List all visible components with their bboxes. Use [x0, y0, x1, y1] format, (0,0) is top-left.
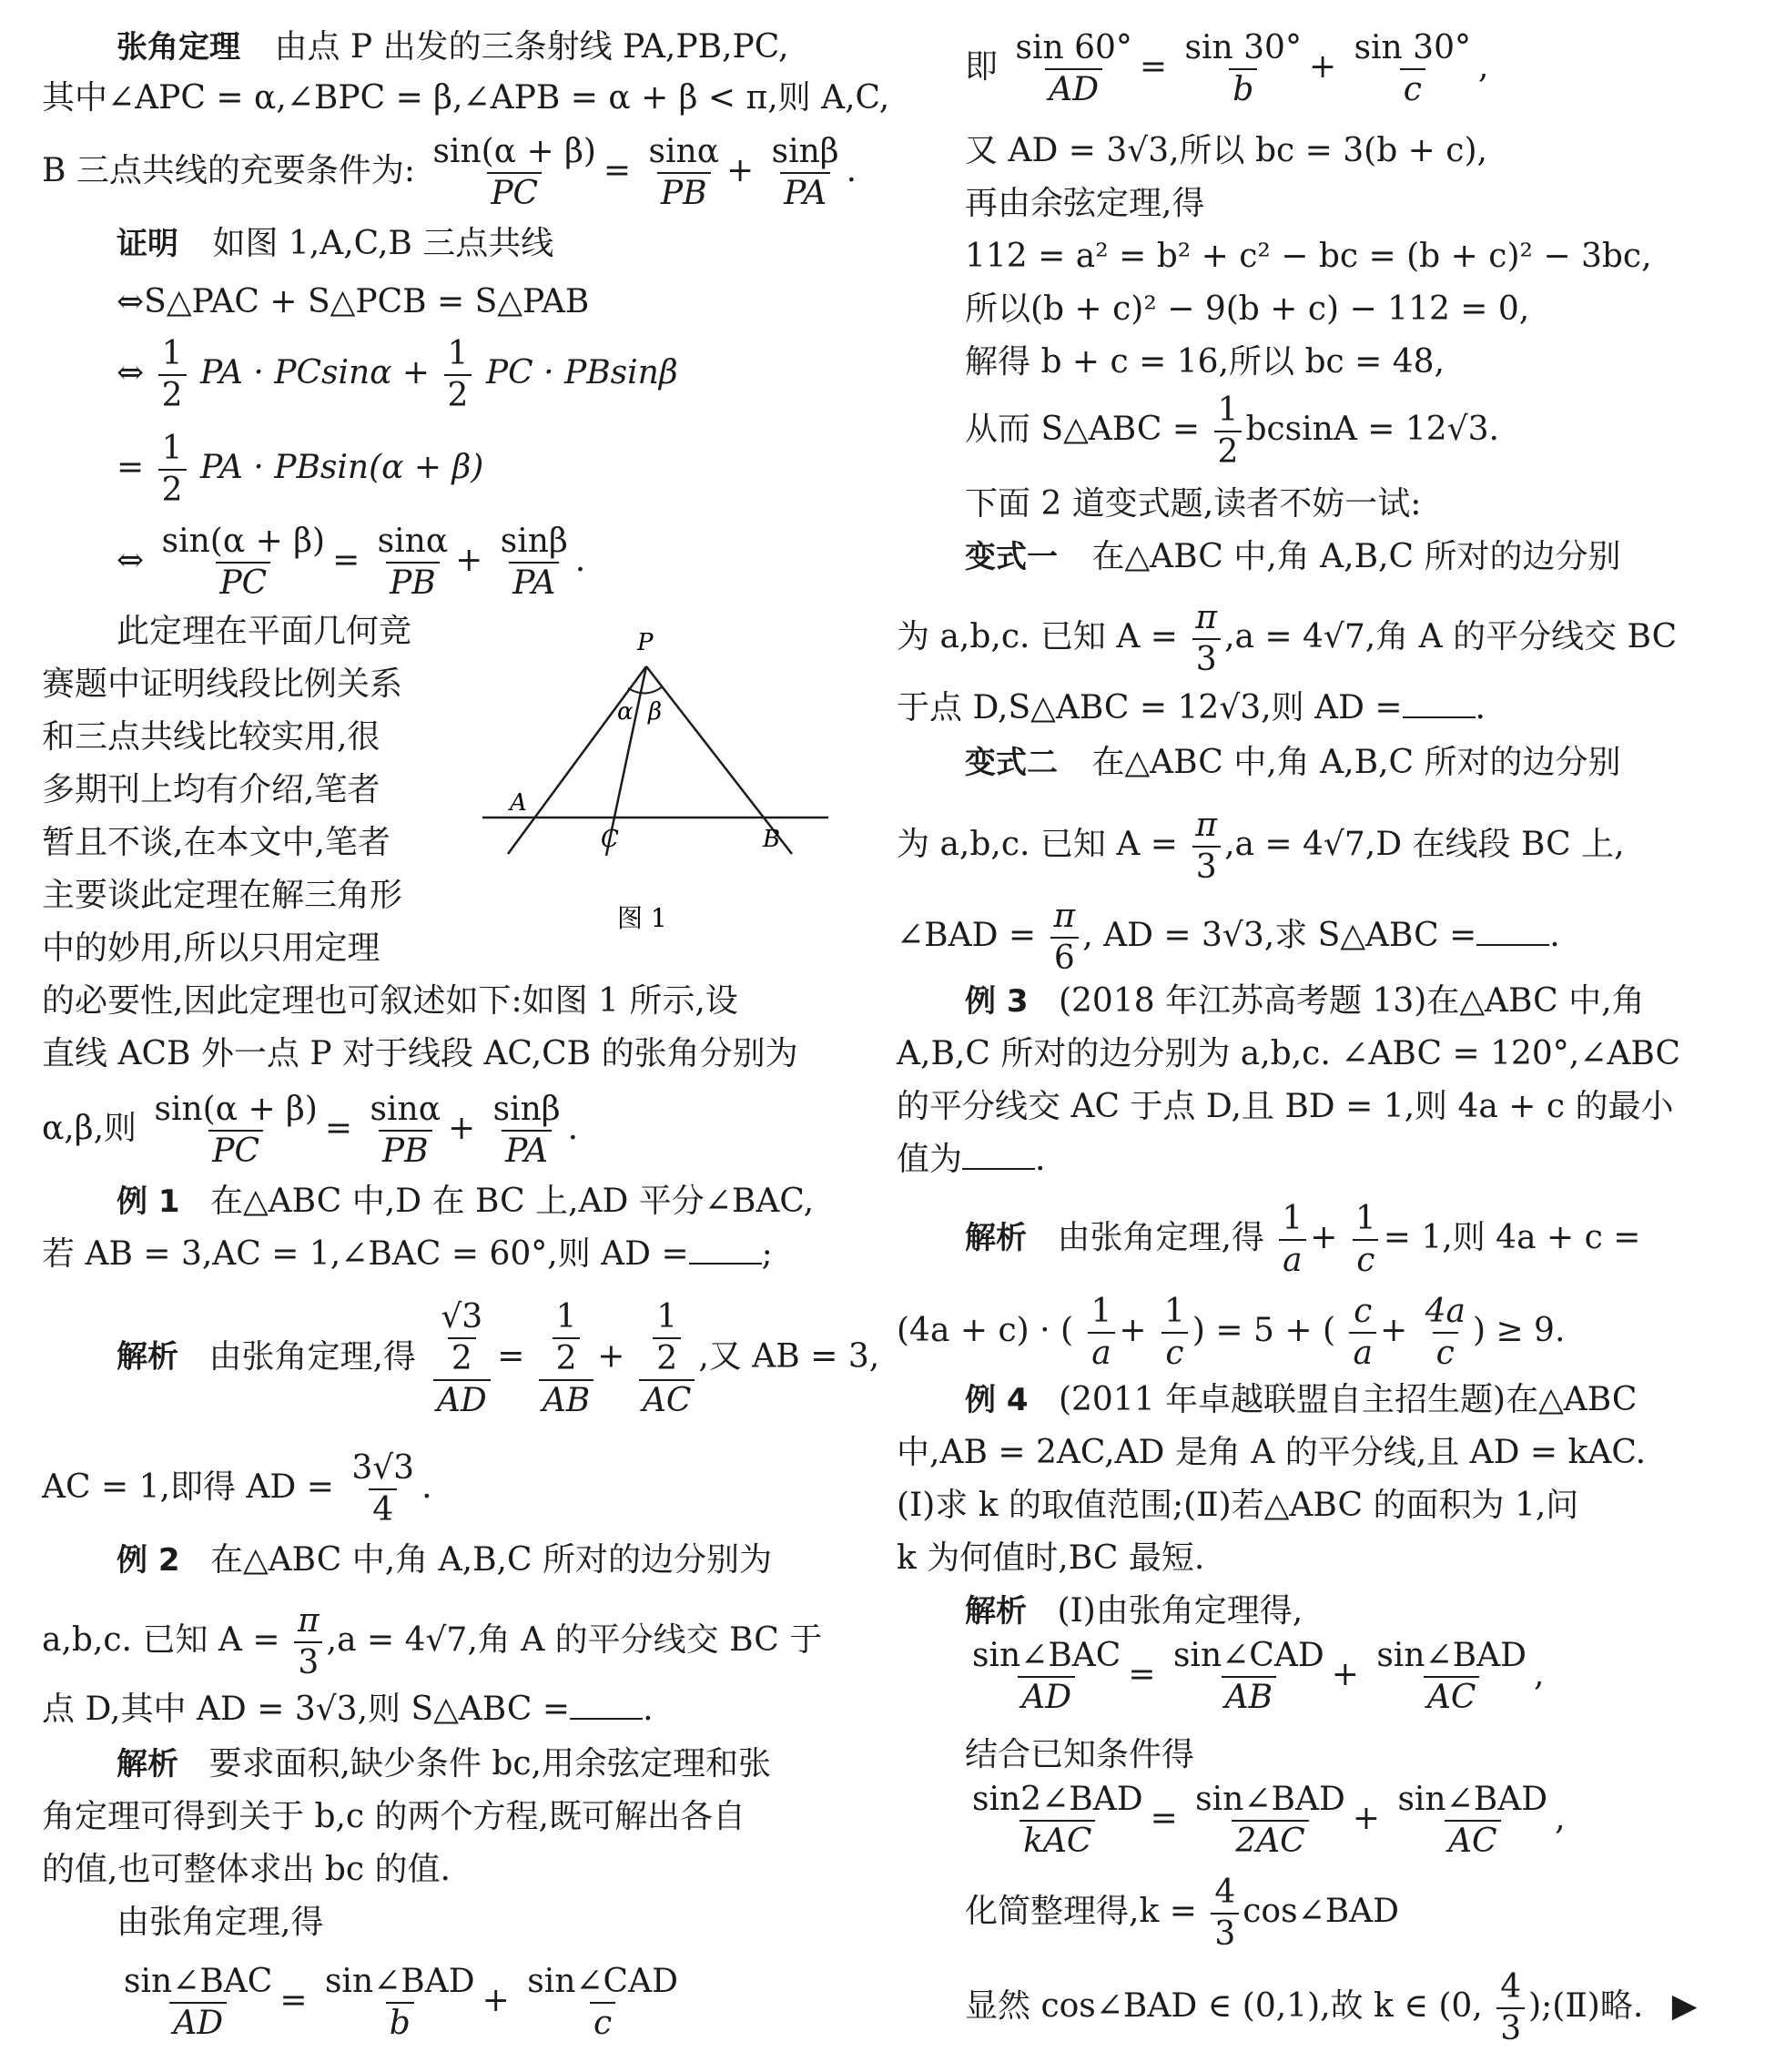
fraction: $\frac{\frac{1}{2}}{AC}$ [639, 1300, 695, 1417]
example-1-line-2: 若 AB = 3,AC = 1,∠BAC = 60°,则 AD = ; [42, 1235, 773, 1273]
solution-label: 解析 [965, 1593, 1027, 1630]
example-4-solution-1: 解析 (Ⅰ)由张角定理得, [965, 1592, 1303, 1630]
solution-label: 解析 [965, 1219, 1027, 1256]
fraction: $\frac{\sin\beta}{PA}$ [500, 523, 568, 602]
proof-line-2: ⇔S△PAC + S△PCB = S△PAB [117, 283, 590, 320]
example-4-line-1: 例 4 (2011 年卓越联盟自主招生题)在△ABC [965, 1381, 1638, 1418]
theorem-line-2: 其中∠APC = α,∠BPC = β,∠APB = α + β < π,则 A,C, [42, 79, 890, 117]
fraction: sin∠BAD AC [1397, 1781, 1548, 1860]
point-c-label: C [601, 826, 619, 853]
fraction: $\frac{\sin(\alpha + \beta)}{PC}$ [154, 1091, 318, 1170]
text-line: 112 = a² = b² + c² − bc = (b + c)² − 3bc, [965, 238, 1652, 275]
fraction: sin∠CAD c [527, 1963, 678, 2042]
text-line: 所以(b + c)² − 9(b + c) − 112 = 0, [965, 290, 1530, 328]
example-3-label: 例 3 [965, 983, 1029, 1020]
example-1-solution: 解析 由张角定理,得 $\frac{\frac{√3}{2}}{AD}$ = $\frac{\frac{1}{2}}{AB}$ + $\frac{\frac{1}{2}}{AC}$ ,又 AB = 3, [117, 1298, 880, 1419]
answer-blank [1476, 920, 1549, 946]
fraction: $\frac{\frac{√3}{2}}{AD}$ [430, 1300, 493, 1417]
example-3-line-3: 的平分线交 AC 于点 D,且 BD = 1,则 4a + c 的最小 [897, 1088, 1674, 1125]
theorem-condition: B 三点共线的充要条件为: $\frac{\sin(\alpha + \beta)}{PC}$ = $\frac{\sin\alpha}{PB}$ + $\frac{\sin\beta}{PA}$ . [42, 133, 857, 212]
example-2-line-1: 例 2 在△ABC 中,角 A,B,C 所对的边分别为 [117, 1541, 772, 1579]
example-2-formula: sin∠BAC AD = sin∠BAD b + sin∠CAD c [117, 1965, 685, 2041]
fraction: $\frac{1}{2}$ [444, 337, 472, 413]
proof-line-4: = $\frac{1}{2}$ PA · PBsin(α + β) [117, 430, 484, 509]
wrap-line: 多期刊上均有介绍,笔者 [42, 771, 380, 808]
paragraph-line: 的必要性,因此定理也可叙述如下:如图 1 所示,设 [42, 982, 738, 1020]
area-result: 从而 S△ABC = $\frac{1}{2}$ bcsinA = 12√3. [965, 391, 1499, 471]
fraction: $\frac{\sin\beta}{PA}$ [492, 1091, 561, 1170]
example-4-line-4: k 为何值时,BC 最短. [897, 1539, 1205, 1577]
example-2-line-2: a,b,c. 已知 A = $\frac{\pi}{3}$ ,a = 4√7,角 A 的平分线交 BC 于 [42, 1602, 823, 1681]
variant-1-line-2: 为 a,b,c. 已知 A = $\frac{\pi}{3}$ ,a = 4√7,角 A 的平分线交 BC [897, 599, 1678, 678]
example-2-line-3: 点 D,其中 AD = 3√3,则 S△ABC = . [42, 1691, 654, 1728]
fraction: $\frac{1}{a}$ [1088, 1295, 1116, 1371]
example-1-result: AC = 1,即得 AD = $\frac{3√3}{4}$ . [42, 1449, 432, 1529]
proof-line-1: 证明 如图 1,A,C,B 三点共线 [117, 225, 554, 262]
example-4-line-3: (Ⅰ)求 k 的取值范围;(Ⅱ)若△ABC 的面积为 1,问 [897, 1487, 1579, 1524]
fraction: $\frac{\sin 30^\circ}{b}$ [1184, 29, 1302, 108]
fraction: $\frac{\pi}{3}$ [1192, 808, 1221, 885]
example-4-formula-1: sin∠BAC AD = sin∠CAD AB + sin∠BAD AC , [965, 1639, 1544, 1715]
variant-1-label: 变式一 [965, 539, 1058, 575]
theorem-line-1: 张角定理 由点 P 出发的三条射线 PA,PB,PC, [117, 28, 789, 66]
variant-2-line-3: ∠BAD = $\frac{\pi}{6}$ , AD = 3√3,求 S△ABC = . [897, 898, 1560, 977]
theorem-restated: α,β,则 $\frac{\sin(\alpha + \beta)}{PC}$ = $\frac{\sin\alpha}{PB}$ + $\frac{\sin\beta}{PA}$ . [42, 1091, 579, 1170]
fraction: $\frac{\pi}{3}$ [1192, 601, 1221, 677]
solution-label: 解析 [117, 1746, 178, 1783]
fraction: sin∠BAC AD [972, 1637, 1121, 1716]
fraction: $\frac{4a}{c}$ [1425, 1293, 1466, 1372]
fraction: $\frac{4}{3}$ [1496, 1970, 1525, 2047]
fraction: $\frac{1}{c}$ [1161, 1295, 1189, 1371]
example-4-formula-2: sin2∠BAD kAC = sin∠BAD 2AC + sin∠BAD AC , [965, 1783, 1566, 1859]
fraction: $\frac{4}{3}$ [1211, 1875, 1239, 1952]
example-2-label: 例 2 [117, 1542, 180, 1579]
example-2-solution-3: 的值,也可整体求出 bc 的值. [42, 1851, 451, 1888]
fraction: $\frac{\sin\alpha}{PB}$ [648, 133, 720, 212]
fraction: $\frac{1}{2}$ [158, 337, 187, 413]
fraction: $\frac{1}{2}$ [158, 432, 187, 508]
figure-caption: 图 1 [617, 903, 667, 933]
example-3-line-2: A,B,C 所对的边分别为 a,b,c. ∠ABC = 120°,∠ABC [897, 1035, 1681, 1072]
fraction: $\frac{\frac{1}{2}}{AB}$ [539, 1300, 593, 1417]
point-a-label: A [510, 789, 527, 817]
wrap-line: 主要谈此定理在解三角形 [42, 877, 403, 914]
example-3-line-1: 例 3 (2018 年江苏高考题 13)在△ABC 中,角 [965, 982, 1645, 1020]
wrap-line: 中的妙用,所以只用定理 [42, 929, 380, 967]
angle-arc [628, 686, 663, 694]
alpha-label: α [617, 698, 634, 726]
variant-1-line-1: 变式一 在△ABC 中,角 A,B,C 所对的边分别 [965, 538, 1621, 575]
example-3-solution: 解析 由张角定理,得 $\frac{1}{a}$ + $\frac{1}{c}$ = 1,则 4a + c = [965, 1200, 1641, 1279]
example-4-label: 例 4 [965, 1382, 1029, 1418]
paragraph-line: 直线 ACB 外一点 P 对于线段 AC,CB 的张角分别为 [42, 1035, 798, 1072]
fraction: $\frac{c}{a}$ [1349, 1295, 1375, 1371]
fraction: $\frac{1}{c}$ [1352, 1202, 1380, 1278]
fraction: $\frac{\sin 30^\circ}{c}$ [1354, 29, 1471, 108]
answer-blank [1403, 693, 1476, 718]
example-4-solution-4: 显然 cos∠BAD ∈ (0,1),故 k ∈ (0, $\frac{4}{3}$ );(Ⅱ)略. ▶ [965, 1968, 1698, 2047]
example-2-solution-2: 角定理可得到关于 b,c 的两个方程,既可解出各自 [42, 1798, 746, 1835]
example-1-line-1: 例 1 在△ABC 中,D 在 BC 上,AD 平分∠BAC, [117, 1183, 815, 1220]
point-p-label: P [637, 629, 654, 656]
example-3-inequality: (4a + c) · ( $\frac{1}{a}$ + $\frac{1}{c}$ ) = 5 + ( $\frac{c}{a}$ + $\frac{4a}{c}$ ) ≥ 9. [897, 1293, 1566, 1372]
example-1-label: 例 1 [117, 1183, 180, 1220]
figure-1 [473, 628, 837, 947]
fraction: $\frac{\sin\alpha}{PB}$ [377, 523, 449, 602]
variant-2-label: 变式二 [965, 745, 1058, 781]
wrap-line: 赛题中证明线段比例关系 [42, 665, 403, 703]
fraction: $\frac{\sin\alpha}{PB}$ [370, 1091, 441, 1170]
fraction: $\frac{1}{a}$ [1278, 1202, 1306, 1278]
fraction: sin∠BAC AD [124, 1963, 273, 2042]
example-4-solution-2: 结合已知条件得 [965, 1736, 1195, 1773]
point-b-label: B [763, 826, 781, 853]
answer-blank [570, 1694, 643, 1720]
example-2-solution-1: 解析 要求面积,缺少条件 bc,用余弦定理和张 [117, 1745, 771, 1783]
solution-label: 解析 [117, 1338, 178, 1376]
example-4-solution-3: 化简整理得,k = $\frac{4}{3}$ cos∠BAD [965, 1874, 1400, 1953]
wrap-line: 暂且不谈,在本文中,笔者 [42, 824, 391, 861]
wrap-line: 此定理在平面几何竞 [117, 613, 412, 650]
fraction: $\frac{\pi}{6}$ [1050, 899, 1080, 976]
variant-2-line-2: 为 a,b,c. 已知 A = $\frac{\pi}{3}$ ,a = 4√7,D 在线段 BC 上, [897, 807, 1625, 886]
variant-1-line-3: 于点 D,S△ABC = 12√3,则 AD = . [897, 689, 1486, 726]
fraction: $\frac{\sin 60^\circ}{AD}$ [1015, 29, 1132, 108]
answer-blank [962, 1144, 1035, 1170]
fraction: $\frac{\sin(\alpha + \beta)}{PC}$ [161, 523, 326, 602]
wrap-line: 和三点共线比较实用,很 [42, 718, 380, 756]
example-2-solution-4: 由张角定理,得 [117, 1904, 324, 1941]
text-line: 解得 b + c = 16,所以 bc = 48, [965, 343, 1445, 381]
theorem-label: 张角定理 [117, 29, 240, 66]
fraction: sin2∠BAD kAC [972, 1781, 1143, 1860]
fraction: sin∠CAD AB [1172, 1637, 1324, 1716]
fraction: $\frac{3√3}{4}$ [351, 1449, 415, 1529]
fraction: $\frac{\pi}{3}$ [294, 1604, 323, 1681]
end-mark-icon: ▶ [1671, 1986, 1698, 2025]
proof-line-5: ⇔ $\frac{\sin(\alpha + \beta)}{PC}$ = $\frac{\sin\alpha}{PB}$ + $\frac{\sin\beta}{PA}$ . [117, 523, 586, 602]
fraction: sin∠BAD AC [1376, 1637, 1527, 1716]
fraction: sin∠BAD b [324, 1963, 475, 2042]
fraction: $\frac{1}{2}$ [1214, 393, 1243, 470]
fraction: $\frac{\sin(\alpha + \beta)}{PC}$ [432, 133, 596, 212]
text-line: 再由余弦定理,得 [965, 185, 1205, 222]
proof-line-3: ⇔ $\frac{1}{2}$ PA · PCsinα + $\frac{1}{2}$ PC · PBsinβ [117, 335, 678, 414]
equation-r1: 即 $\frac{\sin 60^\circ}{AD}$ = $\frac{\sin 30^\circ}{b}$ + $\frac{\sin 30^\circ}{c}$ , [965, 29, 1489, 108]
answer-blank [689, 1239, 762, 1265]
text-line: 又 AD = 3√3,所以 bc = 3(b + c), [965, 132, 1487, 169]
variant-2-line-1: 变式二 在△ABC 中,角 A,B,C 所对的边分别 [965, 744, 1621, 781]
fraction: $\frac{\sin\beta}{PA}$ [771, 133, 839, 212]
proof-label: 证明 [117, 226, 178, 262]
example-4-line-2: 中,AB = 2AC,AD 是角 A 的平分线,且 AD = kAC. [897, 1434, 1647, 1471]
fraction: sin∠BAD 2AC [1195, 1781, 1345, 1860]
beta-label: β [648, 698, 663, 726]
example-3-line-4: 值为 . [897, 1141, 1046, 1178]
text-line: 下面 2 道变式题,读者不妨一试: [965, 485, 1422, 523]
